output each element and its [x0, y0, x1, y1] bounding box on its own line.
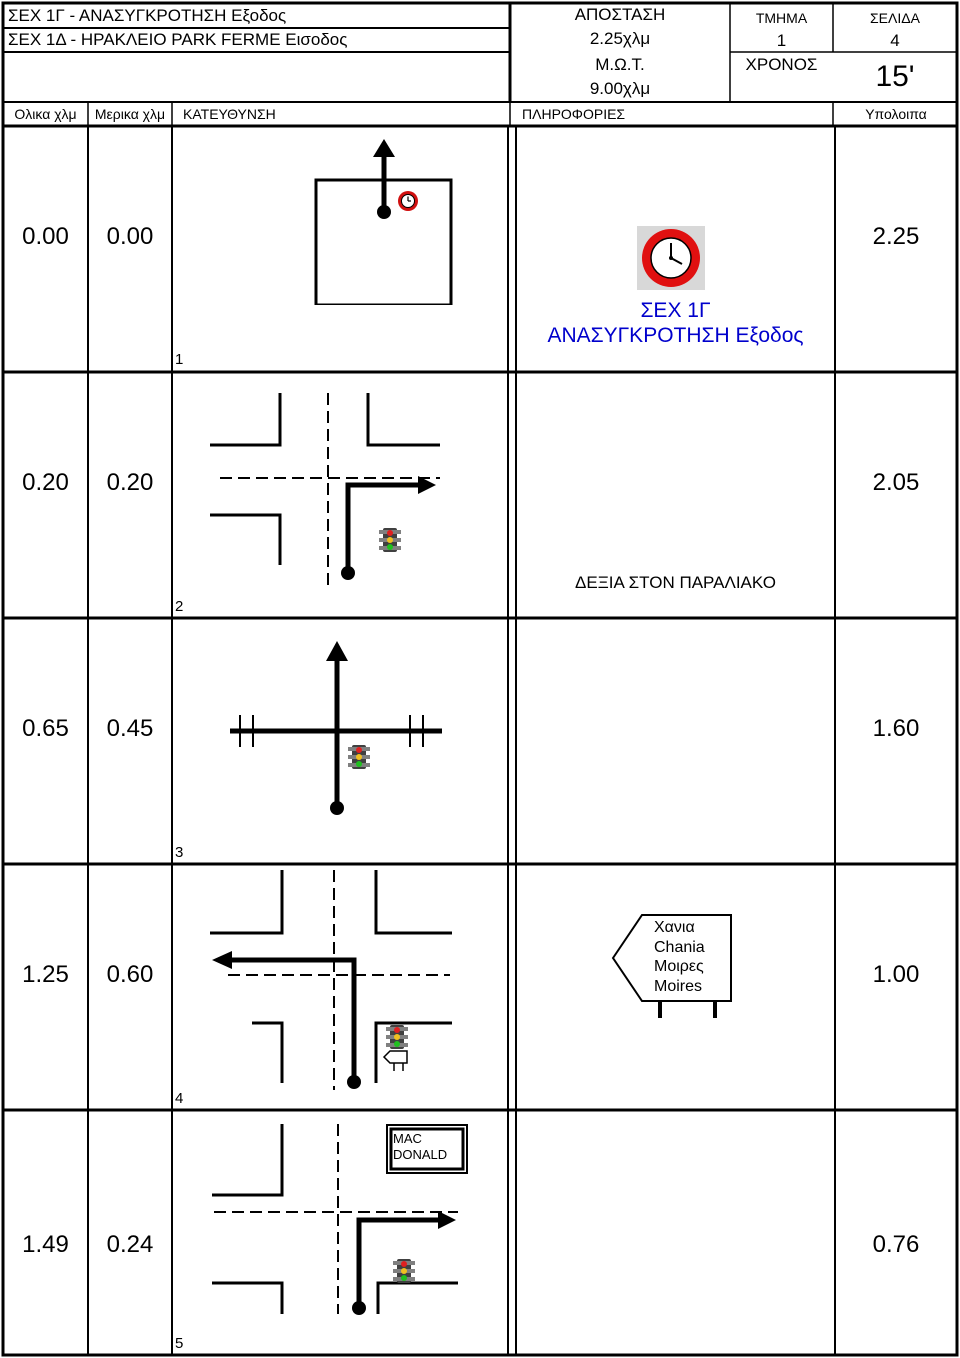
- row-1-total: 0.00: [22, 223, 69, 250]
- row-5-partial: 0.24: [106, 1231, 154, 1258]
- traffic-light-icon: [386, 1025, 408, 1049]
- row-4-total: 1.25: [22, 961, 69, 988]
- row-3-partial: 0.45: [106, 715, 154, 742]
- section-label: ΤΜΗΜΑ: [755, 10, 808, 26]
- row-3-index: 3: [175, 844, 184, 861]
- row-1-tulip-diagram: [300, 135, 460, 255]
- row-2-partial: 0.20: [106, 469, 154, 496]
- column-info: ΠΛΗΡΟΦΟΡΙΕΣ: [522, 106, 626, 122]
- row-2-total: 0.20: [22, 469, 69, 496]
- landmark-line: MAC: [393, 1131, 422, 1146]
- row-1-info-line1: ΣΕΧ 1Γ: [640, 299, 711, 322]
- row-4-index: 4: [175, 1090, 184, 1107]
- row-3-remaining: 1.60: [872, 715, 920, 742]
- row-5-index: 5: [175, 1335, 184, 1352]
- row-1-partial: 0.00: [106, 223, 154, 250]
- landmark-text: [393, 1131, 447, 1163]
- start-control-title: ΣΕΧ 1Γ - ΑΝΑΣΥΓΚΡΟΤΗΣΗ Εξοδος: [8, 6, 287, 25]
- column-remaining: Υπολοιπα: [865, 106, 927, 122]
- row-4-partial: 0.60: [106, 961, 154, 988]
- row-1-tulip-box-bottom: [300, 255, 460, 305]
- row-3-total: 0.65: [22, 715, 69, 742]
- distance-label: ΑΠΟΣΤΑΣΗ: [574, 5, 666, 24]
- sign-line: Χανια: [654, 919, 695, 936]
- row-2-remaining: 2.05: [872, 469, 920, 496]
- column-partial-km: Μερικα χλμ: [94, 106, 166, 122]
- avg-speed-value: 9.00χλμ: [589, 79, 651, 98]
- section-value: 1: [776, 31, 787, 50]
- row-3-tulip-diagram: [220, 635, 450, 820]
- avg-speed-label: Μ.Ω.Τ.: [595, 55, 645, 74]
- row-2-index: 2: [175, 598, 184, 615]
- sign-line: Chania: [654, 938, 705, 956]
- time-label: ΧΡΟΝΟΣ: [745, 55, 818, 74]
- column-direction: ΚΑΤΕΥΘΥΝΣΗ: [183, 106, 276, 122]
- end-control-title: ΣΕΧ 1Δ - ΗΡΑΚΛΕΙΟ PARK FERME Εισοδος: [8, 30, 348, 49]
- row-4-remaining: 1.00: [872, 961, 920, 988]
- row-1-index: 1: [175, 351, 184, 368]
- traffic-light-icon: [393, 1259, 415, 1283]
- row-2-info: ΔΕΞΙΑ ΣΤΟΝ ΠΑΡΑΛΙΑΚΟ: [575, 573, 776, 592]
- landmark-line: DONALD: [393, 1147, 448, 1162]
- sign-line: Μοιρες: [654, 958, 704, 975]
- page-value: 4: [890, 31, 900, 50]
- row-4-tulip-diagram: [200, 868, 460, 1093]
- traffic-light-icon: [348, 745, 370, 769]
- row-1-info-line2: ΑΝΑΣΥΓΚΡΟΤΗΣΗ Εξοδος: [547, 324, 804, 347]
- time-value: 15': [875, 60, 915, 93]
- row-2-tulip-diagram: [200, 385, 450, 590]
- clock-icon: [396, 190, 420, 212]
- column-total-km: Ολικα χλμ: [14, 106, 77, 122]
- row-5-remaining: 0.76: [872, 1231, 920, 1258]
- row-5-total: 1.49: [22, 1231, 69, 1258]
- direction-sign-text: [654, 918, 705, 996]
- clock-icon: [637, 226, 705, 290]
- distance-value: 2.25χλμ: [589, 29, 651, 48]
- traffic-light-icon: [379, 528, 401, 552]
- row-1-remaining: 2.25: [872, 223, 920, 250]
- signpost-icon: [382, 1050, 410, 1072]
- page-label: ΣΕΛΙΔΑ: [870, 10, 920, 26]
- sign-line: Moires: [654, 977, 703, 995]
